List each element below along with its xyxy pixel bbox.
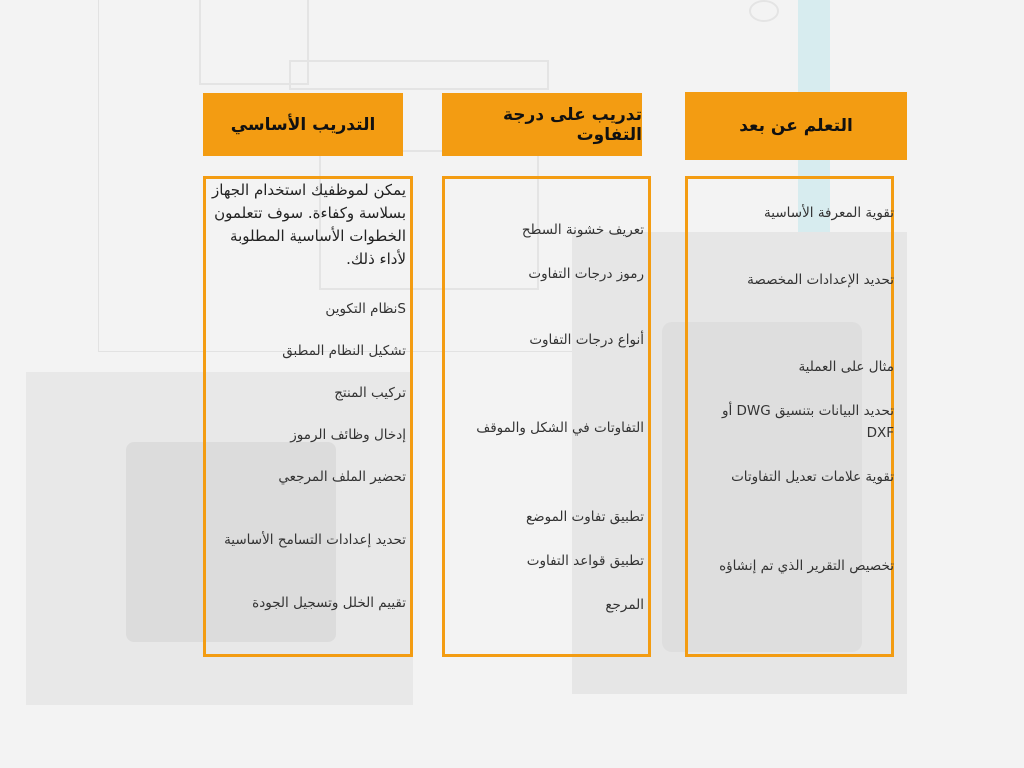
list-item: مثال على العملية: [798, 359, 894, 375]
list-item: تعريف خشونة السطح: [521, 222, 644, 238]
header-basic-training: [203, 93, 403, 156]
list-item: تركيب المنتج: [334, 385, 406, 401]
tolerance-training-box: [442, 176, 651, 657]
remote-learning-box: [685, 176, 894, 657]
list-item: تقوية المعرفة الأساسية: [764, 205, 894, 221]
list-item: تحضير الملف المرجعي: [278, 469, 406, 485]
drawing-circle: [749, 0, 779, 22]
list-item: تحديد البيانات بتنسيق DWG أو DXF: [721, 403, 894, 441]
list-item: المرجع: [605, 597, 644, 613]
list-item: تقييم الخلل وتسجيل الجودة: [252, 595, 406, 611]
header-tolerance-training-title: تدريب على درجة التفاوت: [502, 105, 642, 145]
header-remote-learning-title: التعلم عن بعد: [739, 116, 853, 136]
list-item: التفاوتات في الشكل والموقف: [476, 420, 644, 436]
header-remote-learning: [685, 92, 907, 160]
list-item: رموز درجات التفاوت: [528, 266, 644, 282]
list-item: تحديد إعدادات التسامح الأساسية: [224, 532, 406, 548]
list-item: إدخال وظائف الرموز: [290, 427, 406, 443]
header-basic-training-title: التدريب الأساسي: [230, 114, 376, 135]
list-item: Sنظام التكوين: [325, 301, 406, 317]
list-item: تخصيص التقرير الذي تم إنشاؤه: [719, 558, 894, 574]
list-item: تطبيق تفاوت الموضع: [525, 509, 644, 525]
list-item: تشكيل النظام المطبق: [282, 343, 406, 359]
list-item: تحديد الإعدادات المخصصة: [747, 272, 894, 288]
list-item: أنواع درجات التفاوت: [529, 332, 644, 348]
list-item: تطبيق قواعد التفاوت: [526, 553, 644, 569]
header-tolerance-training: [442, 93, 642, 156]
drawing-stroke: [289, 60, 549, 90]
list-item: تقوية علامات تعديل التفاوتات: [731, 469, 894, 485]
basic-training-box: [203, 176, 413, 657]
basic-training-intro: يمكن لموظفيك استخدام الجهاز بسلاسة وكفاءة. سوف تتعلمون الخطوات الأساسية المطلوبة لأداء ذلك.: [212, 181, 406, 268]
